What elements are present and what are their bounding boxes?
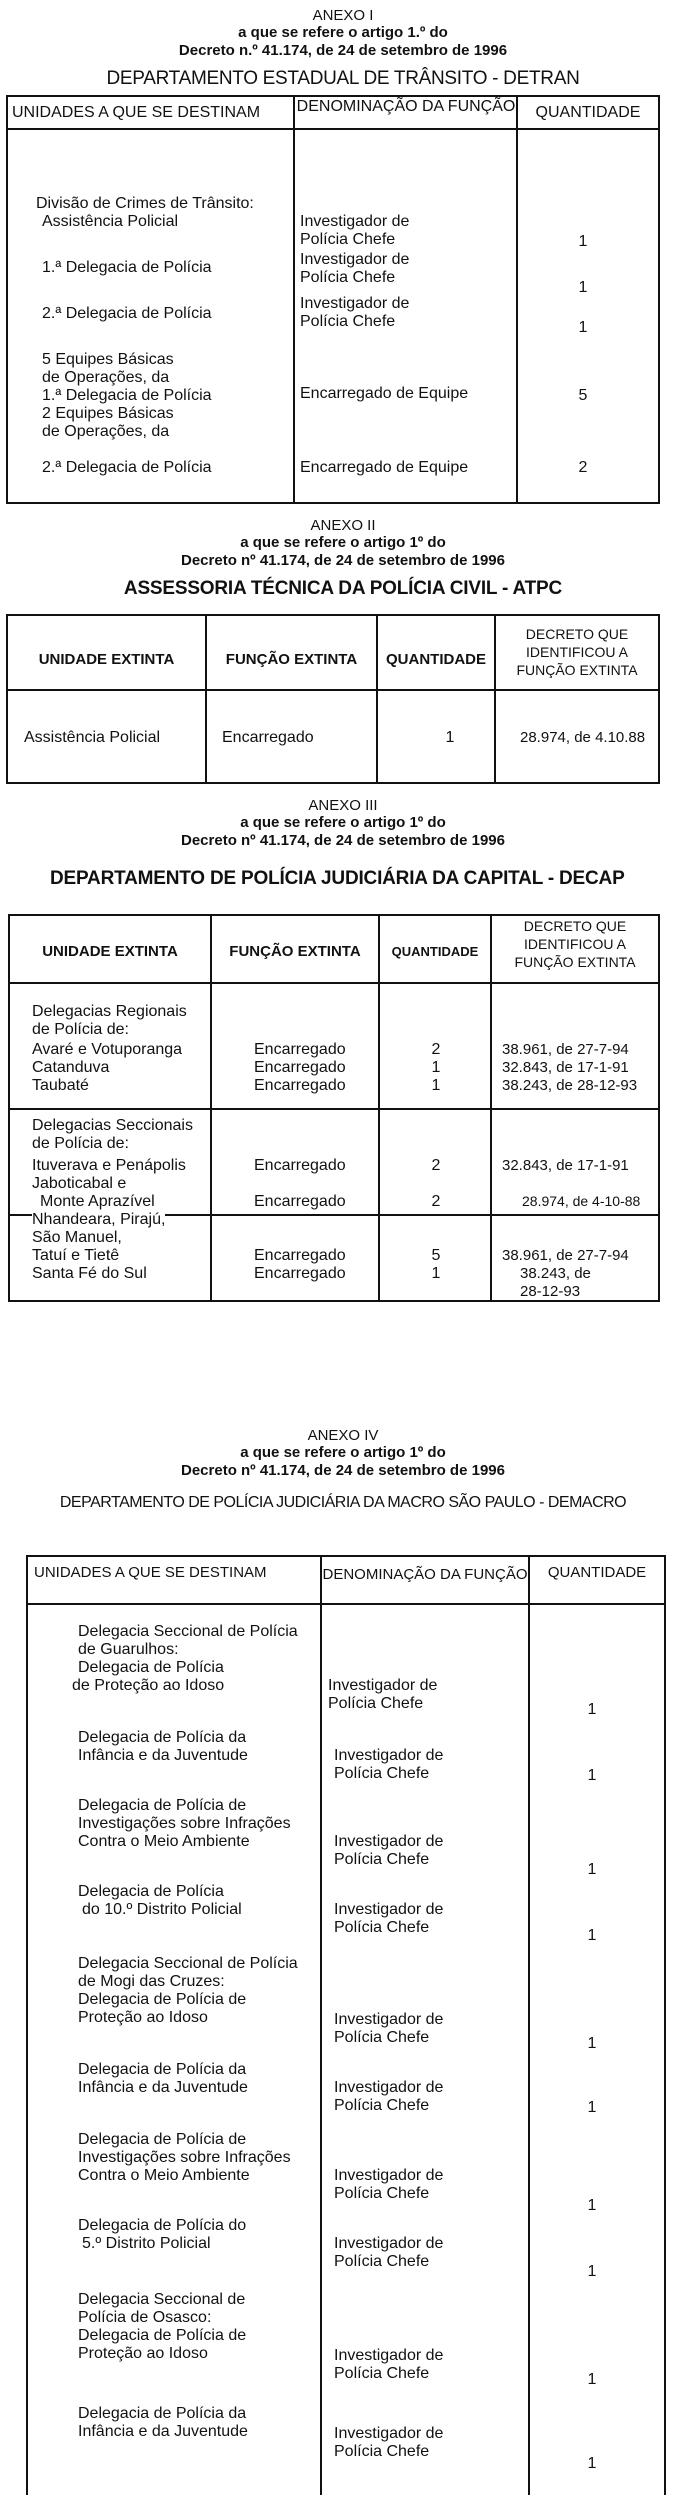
quantity-cell: 5 [431, 1247, 441, 1264]
function-line: Polícia Chefe [334, 2365, 430, 2382]
function-cell: Encarregado [254, 1157, 346, 1174]
quantity-cell: 1 [587, 2099, 597, 2116]
unit-line: 1.ª Delegacia de Polícia [42, 259, 212, 276]
unit-line: Delegacia de Polícia da [78, 1729, 247, 1746]
unit-line: Catanduva [32, 1059, 110, 1076]
function-line: Polícia Chefe [334, 1851, 430, 1868]
anexo1-title: ANEXO I [312, 7, 374, 24]
quantity-cell: 5 [578, 387, 588, 404]
unit-line: Infância e da Juventude [78, 2079, 248, 2096]
unit-line: 5.º Distrito Policial [82, 2235, 211, 2252]
function-line: Polícia Chefe [334, 1765, 430, 1782]
unit-line: de Mogi das Cruzes: [78, 1973, 225, 1990]
decree-cell: 38.961, de 27-7-94 [502, 1041, 629, 1058]
unit-line: Investigações sobre Infrações [78, 1815, 291, 1832]
quantity-cell: 1 [431, 1077, 441, 1094]
function-line: Investigador de [334, 2235, 444, 2252]
function-line: Polícia Chefe [334, 2443, 430, 2460]
unit-line: de Polícia de: [32, 1135, 129, 1152]
unit-line: 1.ª Delegacia de Polícia [42, 387, 212, 404]
unit-line: Delegacia de Polícia [78, 1659, 224, 1676]
function-line: Investigador de [300, 213, 410, 230]
unit-line: Investigações sobre Infrações [78, 2149, 291, 2166]
anexo1-decree: Decreto n.º 41.174, de 24 de setembro de 1996 [178, 42, 508, 59]
unit-line: Taubaté [32, 1077, 89, 1094]
unit-line: Avaré e Votuporanga [32, 1041, 183, 1058]
anexo4-dept: DEPARTAMENTO DE POLÍCIA JUDICIÁRIA DA MACRO SÃO PAULO - DEMACRO [59, 1494, 627, 1511]
anexo3-header-decree-3: FUNÇÃO EXTINTA [514, 954, 636, 970]
unit-line: 2 Equipes Básicas [42, 405, 174, 422]
function-line: Polícia Chefe [328, 1695, 424, 1712]
decree-cell: 38.243, de 28-12-93 [502, 1077, 638, 1094]
unit-line: Monte Aprazível [40, 1193, 155, 1210]
anexo3-title: ANEXO III [308, 797, 378, 814]
quantity-cell: 1 [587, 2455, 597, 2472]
function-line: Investigador de [300, 295, 410, 312]
quantity-cell: 1 [587, 2197, 597, 2214]
function-cell: Encarregado [254, 1247, 346, 1264]
quantity-cell: 2 [578, 459, 588, 476]
unit-line: Proteção ao Idoso [78, 2345, 208, 2362]
quantity-cell: 1 [587, 2263, 597, 2280]
unit-line: Jaboticabal e [32, 1175, 127, 1192]
unit-line: de Proteção ao Idoso [72, 1677, 225, 1694]
quantity-cell: 2 [431, 1193, 441, 1210]
unit-line: de Operações, da [42, 423, 170, 440]
function-line: Investigador de [334, 1747, 444, 1764]
unit-line: Assistência Policial [42, 213, 179, 230]
unit-line: Delegacia Seccional de Polícia [78, 1623, 298, 1640]
function-line: Polícia Chefe [334, 2185, 430, 2202]
unit-line: Delegacias Seccionais [32, 1117, 193, 1134]
quantity-cell: 1 [587, 1701, 597, 1718]
quantity-cell: 1 [578, 279, 588, 296]
unit-line: São Manuel, [32, 1229, 122, 1246]
anexo2-title: ANEXO II [310, 517, 376, 534]
unit-line: Nhandeara, Pirajú, [32, 1211, 166, 1228]
anexo1-header-function: DENOMINAÇÃO DA FUNÇÃO [296, 98, 516, 115]
anexo2-header-function: FUNÇÃO EXTINTA [225, 651, 358, 668]
anexo1-header-units: UNIDADES A QUE SE DESTINAM [12, 104, 261, 121]
quantity-cell: 1 [445, 729, 455, 746]
anexo3-header-unit: UNIDADE EXTINTA [42, 943, 178, 960]
unit-line: Delegacia de Polícia de [78, 2131, 247, 2148]
decree-cell: 32.843, de 17-1-91 [502, 1059, 629, 1076]
unit-line: Delegacia de Polícia [78, 1883, 224, 1900]
unit-line: Proteção ao Idoso [78, 2009, 208, 2026]
function-cell: Encarregado [254, 1041, 346, 1058]
unit-cell: Assistência Policial [24, 729, 161, 746]
unit-line: de Operações, da [42, 369, 170, 386]
anexo4-header-quantity: QUANTIDADE [547, 1564, 647, 1581]
quantity-cell: 1 [578, 233, 588, 250]
function-line: Investigador de [334, 2167, 444, 2184]
quantity-cell: 1 [587, 2035, 597, 2052]
function-line: Investigador de [334, 2011, 444, 2028]
anexo4-header-function: DENOMINAÇÃO DA FUNÇÃO [322, 1566, 528, 1583]
quantity-cell: 1 [578, 319, 588, 336]
function-line: Polícia Chefe [300, 313, 396, 330]
unit-line: 2.ª Delegacia de Polícia [42, 305, 212, 322]
function-line: Investigador de [334, 1901, 444, 1918]
anexo1-header-quantity: QUANTIDADE [535, 104, 641, 121]
decree-cell: 38.961, de 27-7-94 [502, 1247, 629, 1264]
unit-line: Delegacias Regionais [32, 1003, 187, 1020]
function-line: Investigador de [328, 1677, 438, 1694]
unit-line: Santa Fé do Sul [32, 1265, 147, 1282]
anexo1-dept: DEPARTAMENTO ESTADUAL DE TRÂNSITO - DETRAN [106, 68, 580, 89]
unit-line: Delegacia de Polícia da [78, 2061, 247, 2078]
unit-line: Infância e da Juventude [78, 2423, 248, 2440]
function-line: Polícia Chefe [334, 2029, 430, 2046]
unit-line: Tatuí e Tietê [32, 1247, 120, 1264]
function-cell: Encarregado [254, 1059, 346, 1076]
function-line: Polícia Chefe [334, 2253, 430, 2270]
anexo4-subtitle: a que se refere o artigo 1º do [240, 1444, 446, 1461]
anexo3-dept: DEPARTAMENTO DE POLÍCIA JUDICIÁRIA DA CAPITAL - DECAP [50, 868, 625, 889]
function-line: Investigador de [300, 251, 410, 268]
function-line: Polícia Chefe [334, 2097, 430, 2114]
anexo3-header-quantity: QUANTIDADE [391, 944, 479, 959]
unit-line: Infância e da Juventude [78, 1747, 248, 1764]
anexo4-header-units: UNIDADES A QUE SE DESTINAM [34, 1564, 267, 1581]
anexo4-title: ANEXO IV [307, 1427, 379, 1444]
function-line: Polícia Chefe [300, 269, 396, 286]
anexo2-header-unit: UNIDADE EXTINTA [38, 651, 175, 668]
anexo2-header-decree-3: FUNÇÃO EXTINTA [516, 662, 638, 678]
quantity-cell: 2 [431, 1157, 441, 1174]
function-line: Investigador de [334, 2425, 444, 2442]
unit-line: de Guarulhos: [78, 1641, 179, 1658]
quantity-cell: 2 [431, 1041, 441, 1058]
function-line: Encarregado de Equipe [300, 459, 469, 476]
unit-line: Delegacia de Polícia de [78, 1797, 247, 1814]
quantity-cell: 1 [587, 2371, 597, 2388]
anexo1-subtitle: a que se refere o artigo 1.º do [238, 24, 448, 41]
decree-cell: 32.843, de 17-1-91 [502, 1157, 629, 1174]
decree-cell: 28.974, de 4-10-88 [522, 1193, 641, 1209]
unit-line: Delegacia de Polícia do [78, 2217, 247, 2234]
function-line: Polícia Chefe [300, 231, 396, 248]
function-line: Encarregado de Equipe [300, 385, 469, 402]
function-line: Polícia Chefe [334, 1919, 430, 1936]
decree-cell: 38.243, de [520, 1265, 591, 1282]
function-line: Investigador de [334, 2079, 444, 2096]
function-cell: Encarregado [222, 729, 314, 746]
unit-line: Delegacia de Polícia da [78, 2405, 247, 2422]
unit-line: 2.ª Delegacia de Polícia [42, 459, 212, 476]
anexo3-decree: Decreto nº 41.174, de 24 de setembro de 1996 [181, 832, 505, 849]
anexo4-decree: Decreto nº 41.174, de 24 de setembro de 1996 [181, 1462, 505, 1479]
anexo2-subtitle: a que se refere o artigo 1º do [240, 534, 446, 551]
anexo2-decree: Decreto nº 41.174, de 24 de setembro de 1996 [181, 552, 505, 569]
anexo2-dept: ASSESSORIA TÉCNICA DA POLÍCIA CIVIL - ATPC [123, 578, 563, 599]
quantity-cell: 1 [587, 1927, 597, 1944]
unit-line: Contra o Meio Ambiente [78, 1833, 250, 1850]
function-line: Investigador de [334, 2347, 444, 2364]
quantity-cell: 1 [431, 1059, 441, 1076]
function-cell: Encarregado [254, 1193, 346, 1210]
decree-cell: 28-12-93 [520, 1283, 581, 1300]
unit-line: Contra o Meio Ambiente [78, 2167, 250, 2184]
anexo3-subtitle: a que se refere o artigo 1º do [240, 814, 446, 831]
unit-line: Delegacia de Polícia de [78, 1991, 247, 2008]
unit-line: de Polícia de: [32, 1021, 129, 1038]
unit-line: Divisão de Crimes de Trânsito: [36, 195, 254, 212]
unit-line: 5 Equipes Básicas [42, 351, 174, 368]
quantity-cell: 1 [587, 1767, 597, 1784]
anexo3-header-function: FUNÇÃO EXTINTA [229, 943, 361, 960]
unit-line: do 10.º Distrito Policial [82, 1901, 242, 1918]
function-line: Investigador de [334, 1833, 444, 1850]
unit-line: Delegacia de Polícia de [78, 2327, 247, 2344]
unit-line: Ituverava e Penápolis [32, 1157, 186, 1174]
unit-line: Delegacia Seccional de [78, 2291, 246, 2308]
function-cell: Encarregado [254, 1265, 346, 1282]
quantity-cell: 1 [587, 1861, 597, 1878]
anexo2-header-quantity: QUANTIDADE [386, 651, 486, 668]
anexo3-header-decree-1: DECRETO QUE [523, 918, 627, 934]
anexo2-header-decree-2: IDENTIFICOU A [526, 644, 628, 660]
unit-line: Delegacia Seccional de Polícia [78, 1955, 298, 1972]
decree-cell: 28.974, de 4.10.88 [520, 729, 646, 746]
unit-line: Polícia de Osasco: [78, 2309, 212, 2326]
anexo3-header-decree-2: IDENTIFICOU A [524, 936, 626, 952]
quantity-cell: 1 [431, 1265, 441, 1282]
anexo2-header-decree-1: DECRETO QUE [525, 626, 629, 642]
function-cell: Encarregado [254, 1077, 346, 1094]
